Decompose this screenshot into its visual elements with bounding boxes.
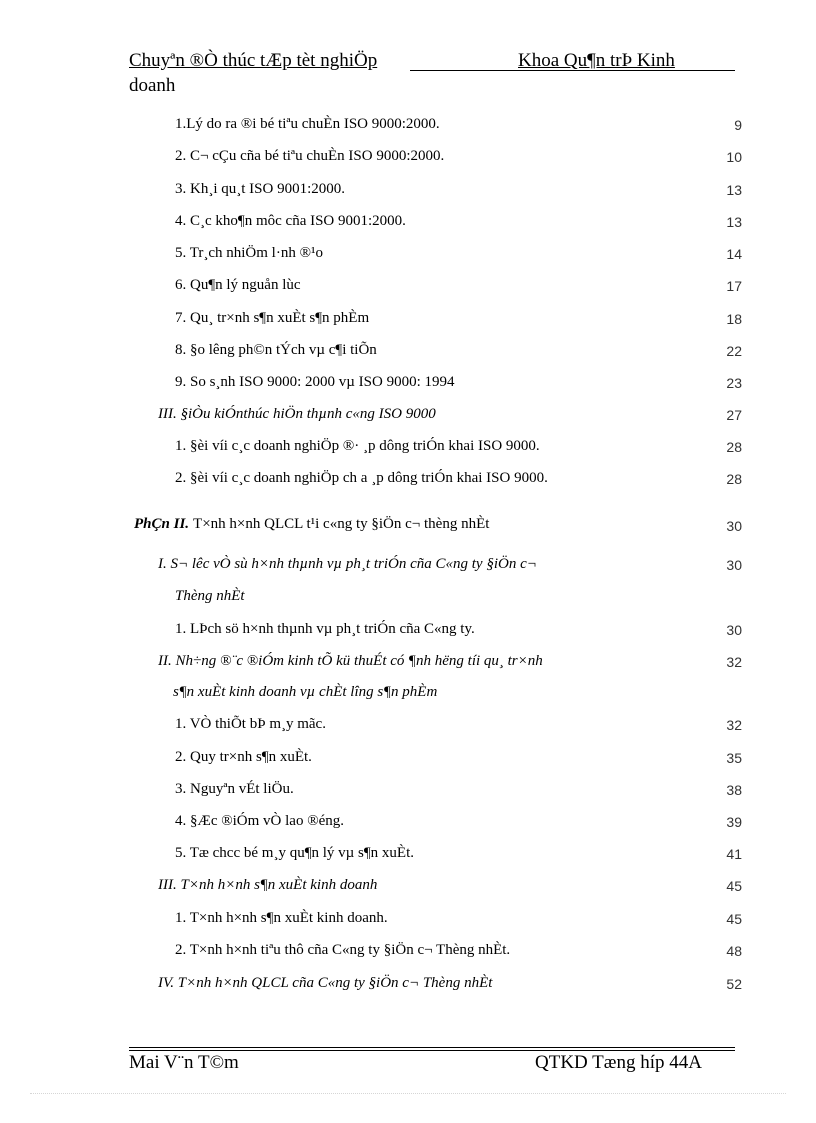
- toc-page-number: 35: [726, 750, 742, 766]
- toc-section-heading: II. Nh÷ng ®¨c ®iÓm kinh tÕ kü thuÉt có ¶nh hëng tíi qu¸ tr×nh: [158, 653, 543, 669]
- header-faculty-continuation: doanh: [129, 75, 176, 96]
- footer-rule: [129, 1050, 735, 1051]
- toc-page-number: 13: [726, 182, 742, 198]
- toc-page-number: 45: [726, 878, 742, 894]
- toc-entry: 9. So s¸nh ISO 9000: 2000 vµ ISO 9000: 1994: [175, 374, 455, 390]
- toc-page-number: 9: [734, 117, 742, 133]
- toc-entry: 4. §Æc ®iÓm vÒ lao ®éng.: [175, 813, 345, 829]
- header-topic: Chuyªn ®Ò thúc tÆp tèt nghiÖp: [129, 50, 378, 71]
- footer-class: QTKD Tæng híp 44A: [535, 1052, 702, 1073]
- toc-part-label: PhÇn II.: [134, 516, 190, 532]
- toc-entry: 5. Tæ chcc bé m¸y qu¶n lý vµ s¶n xuÈt.: [175, 845, 415, 861]
- toc-page-number: 23: [726, 375, 742, 391]
- toc-entry: 7. Qu¸ tr×nh s¶n xuÈt s¶n phÈm: [175, 310, 370, 326]
- toc-page-number: 14: [726, 246, 742, 262]
- header-faculty: Khoa Qu¶n trÞ Kinh: [518, 50, 675, 71]
- toc-page-number: 13: [726, 214, 742, 230]
- toc-section-heading: III. T×nh h×nh s¶n xuÈt kinh doanh: [158, 877, 378, 893]
- toc-section-heading: III. §iÒu kiÓnthúc hiÖn thµnh c«ng ISO 9000: [158, 406, 436, 422]
- toc-entry: 2. T×nh h×nh tiªu thô cña C«ng ty §iÖn c¬ Thèng nhÈt.: [175, 942, 511, 958]
- toc-page-number: 38: [726, 782, 742, 798]
- toc-section-heading-continuation: Thèng nhÈt: [175, 588, 245, 604]
- footer-rule: [129, 1047, 735, 1048]
- toc-section-heading-continuation: s¶n xuÈt kinh doanh vµ chÈt lîng s¶n phÈm: [173, 684, 438, 700]
- toc-entry: 1.Lý do ra ®i bé tiªu chuÈn ISO 9000:2000.: [175, 116, 440, 132]
- toc-page-number: 45: [726, 911, 742, 927]
- toc-page-number: 52: [726, 976, 742, 992]
- toc-entry: 2. C¬ cÇu cña bé tiªu chuÈn ISO 9000:2000.: [175, 148, 445, 164]
- toc-page-number: 30: [726, 557, 742, 573]
- toc-part-heading: [134, 516, 489, 533]
- toc-page-number: 18: [726, 311, 742, 327]
- toc-entry: 3. Nguyªn vÉt liÖu.: [175, 781, 294, 797]
- toc-entry: 8. §o lêng ph©n tÝch vµ c¶i tiÕn: [175, 342, 377, 358]
- toc-page-number: 27: [726, 407, 742, 423]
- toc-entry: 2. Quy tr×nh s¶n xuÈt.: [175, 749, 312, 765]
- toc-entry: 4. C¸c kho¶n môc cña ISO 9001:2000.: [175, 213, 406, 229]
- footer-author: Mai V¨n T©m: [129, 1052, 239, 1073]
- toc-section-heading: IV. T×nh h×nh QLCL cña C«ng ty §iÖn c¬ Thèng nhÈt: [158, 975, 493, 991]
- page-bottom-divider: [30, 1093, 786, 1094]
- toc-page-number: 30: [726, 622, 742, 638]
- toc-page-number: 17: [726, 278, 742, 294]
- toc-page-number: 32: [726, 654, 742, 670]
- toc-page-number: 48: [726, 943, 742, 959]
- toc-entry: 1. §èi víi c¸c doanh nghiÖp ®· ¸p dông triÓn khai ISO 9000.: [175, 438, 540, 454]
- page-header: [129, 50, 735, 97]
- toc-entry: 1. LÞch sö h×nh thµnh vµ ph¸t triÓn cña C«ng ty.: [175, 621, 475, 637]
- toc-entry: 6. Qu¶n lý nguån lùc: [175, 277, 301, 293]
- toc-entry: 2. §èi víi c¸c doanh nghiÖp ch a ¸p dông triÓn khai ISO 9000.: [175, 470, 548, 486]
- toc-entry: 3. Kh¸i qu¸t ISO 9001:2000.: [175, 181, 345, 197]
- toc-page-number: 39: [726, 814, 742, 830]
- toc-entry: 1. T×nh h×nh s¶n xuÈt kinh doanh.: [175, 910, 388, 926]
- toc-section-heading: I. S¬ lêc vÒ sù h×nh thµnh vµ ph¸t triÓn cña C«ng ty §iÖn c¬: [158, 556, 537, 572]
- toc-page-number: 28: [726, 439, 742, 455]
- toc-entry: 5. Tr¸ch nhiÖm l·nh ®¹o: [175, 245, 323, 261]
- toc-page-number: 28: [726, 471, 742, 487]
- toc-page-number: 30: [726, 518, 742, 534]
- toc-page-number: 22: [726, 343, 742, 359]
- toc-part-title: T×nh h×nh QLCL t¹i c«ng ty §iÖn c¬ thèng nhÈt: [193, 516, 490, 532]
- toc-entry: 1. VÒ thiÕt bÞ m¸y mãc.: [175, 716, 326, 732]
- toc-page-number: 10: [726, 149, 742, 165]
- toc-page-number: 32: [726, 717, 742, 733]
- toc-page-number: 41: [726, 846, 742, 862]
